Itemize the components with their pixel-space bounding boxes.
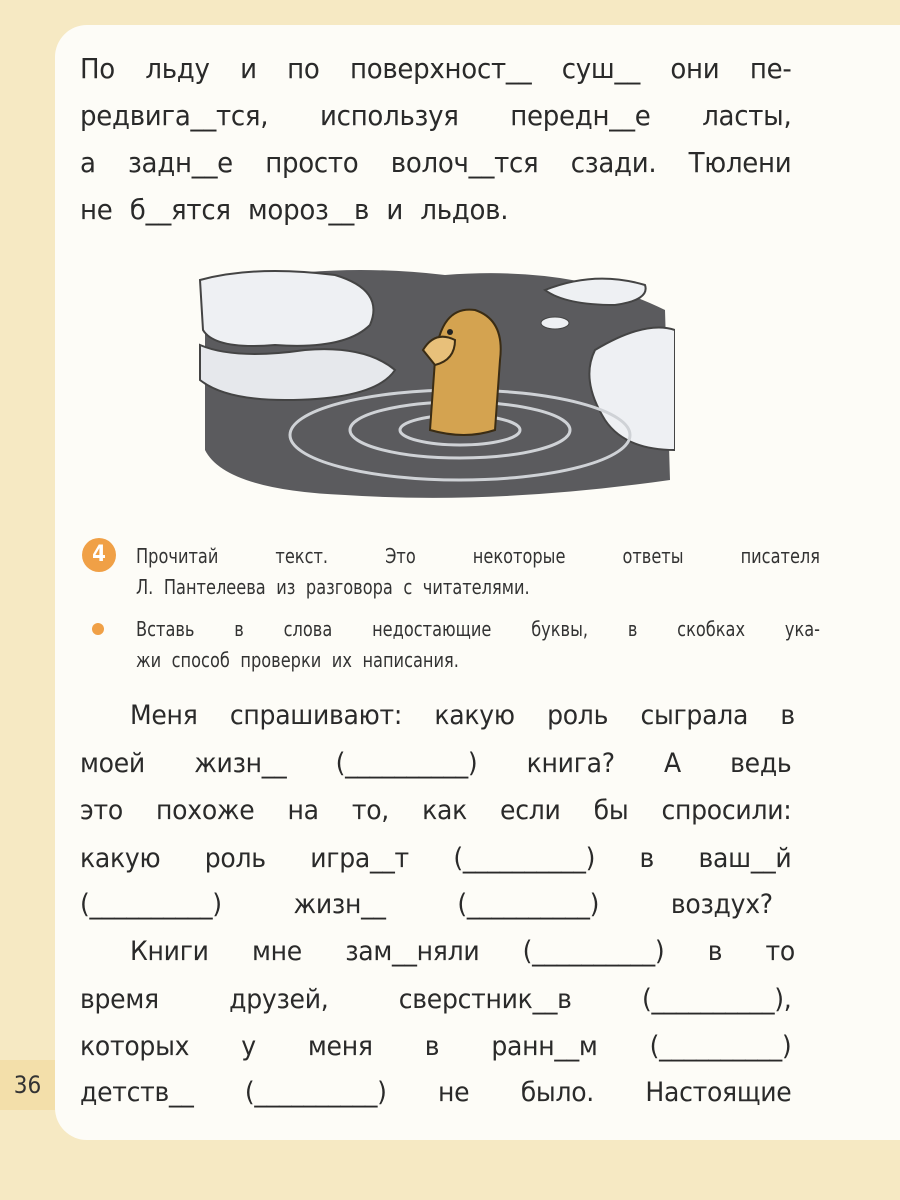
text-line: это похоже на то, как если бы спросили: <box>80 795 792 826</box>
seal-illustration <box>195 250 675 505</box>
task-instruction: Л. Пантелеева из разговора с читателями. <box>136 575 530 599</box>
text-line: моей жизн__ (__________) книга? А ведь <box>80 748 792 779</box>
text-line: По льду и по поверхност__ суш__ они пе- <box>80 52 792 85</box>
text-line: (__________) жизн__ (__________) воздух? <box>80 889 773 920</box>
task-instruction: Прочитай текст. Это некоторые ответы писателя <box>136 544 820 568</box>
task-number-badge: 4 <box>82 538 116 572</box>
task-bullet-text: Вставь в слова недостающие буквы, в скобках ука- <box>136 617 820 641</box>
text-line: время друзей, сверстник__в (__________), <box>80 984 792 1015</box>
page-number: 36 <box>0 1060 55 1110</box>
text-line: не б__ятся мороз__в и льдов. <box>80 193 509 226</box>
task-bullet-text: жи способ проверки их написания. <box>136 648 459 672</box>
bullet-icon <box>92 623 104 635</box>
text-line: Книги мне зам__няли (__________) в то <box>130 936 795 967</box>
text-line: детств__ (__________) не было. Настоящие <box>80 1077 792 1108</box>
text-line: а задн__е просто волоч__тся сзади. Тюлени <box>80 146 792 179</box>
text-line: редвига__тся, используя передн__е ласты, <box>80 99 792 132</box>
text-line: которых у меня в ранн__м (__________) <box>80 1031 792 1062</box>
text-line: какую роль игра__т (__________) в ваш__й <box>80 843 792 874</box>
text-line: Меня спрашивают: какую роль сыграла в <box>130 700 795 731</box>
